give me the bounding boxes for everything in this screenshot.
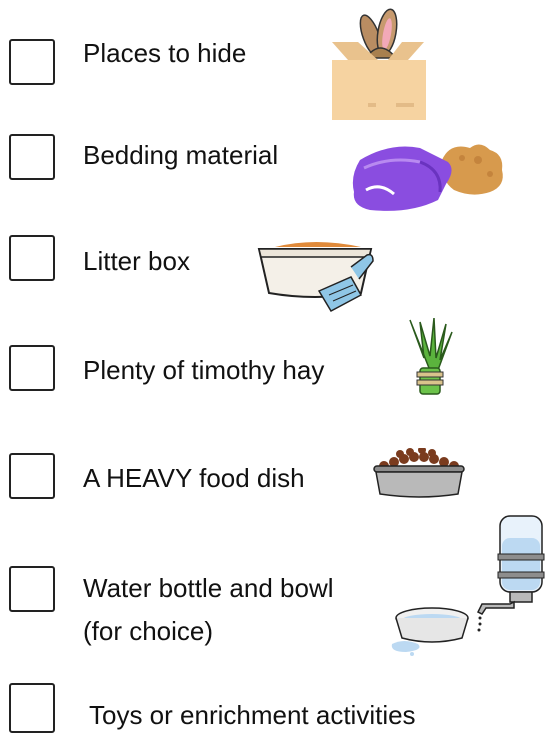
item-label-litter-box: Litter box [83,246,190,276]
litter-box-icon [255,233,379,317]
item-label-water-bottle-bowl-line2: (for choice) [83,616,214,646]
checkbox-places-to-hide[interactable] [9,39,55,85]
checkbox-food-dish[interactable] [9,453,55,499]
cardboard-box-bunny-icon [328,8,430,121]
item-label-food-dish: A HEAVY food dish [83,463,305,493]
bedding-icon [350,140,508,215]
checkbox-water-bottle-bowl[interactable] [9,566,55,612]
item-label-toys-enrichment: Toys or enrichment activities [89,700,416,730]
checkbox-bedding-material[interactable] [9,134,55,180]
item-label-bedding-material: Bedding material [83,140,279,170]
item-label-places-to-hide: Places to hide [83,38,247,68]
item-label-timothy-hay: Plenty of timothy hay [83,355,325,385]
item-label-water-bottle-bowl: Water bottle and bowl [83,573,334,603]
checkbox-toys-enrichment[interactable] [9,683,55,733]
checkbox-timothy-hay[interactable] [9,345,55,391]
checkbox-litter-box[interactable] [9,235,55,281]
food-dish-icon [370,448,468,501]
hay-bundle-icon [404,318,454,396]
water-bottle-bowl-icon [384,514,545,660]
